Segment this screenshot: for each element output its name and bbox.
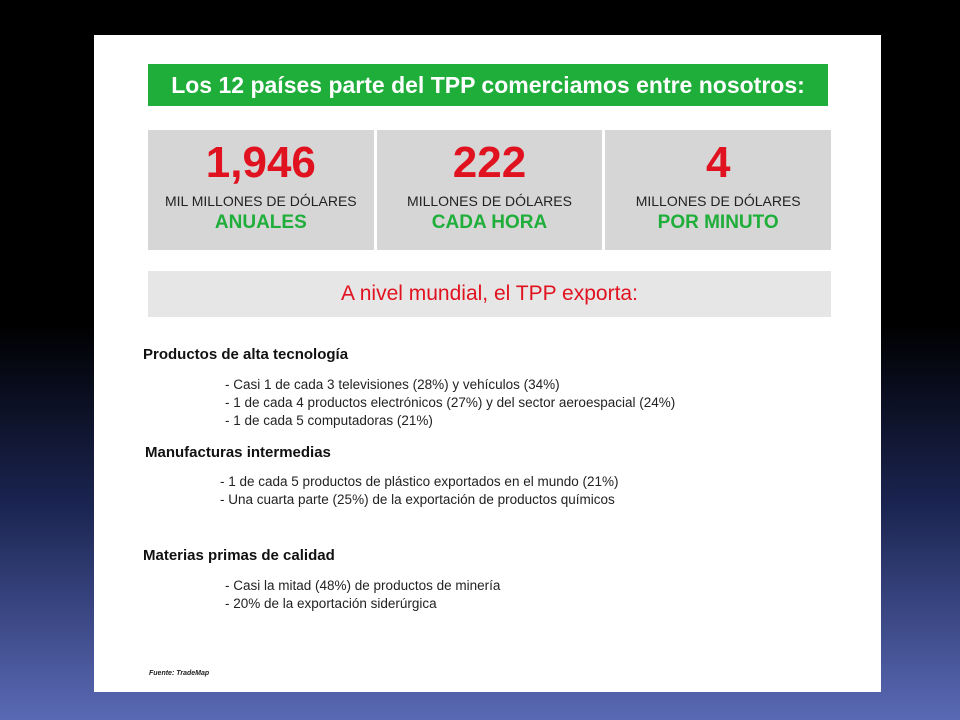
stat-value: 1,946 <box>205 138 316 187</box>
list-item: - Casi 1 de cada 3 televisiones (28%) y vehículos (34%) <box>225 377 560 392</box>
section-title-high-tech: Productos de alta tecnología <box>143 346 349 363</box>
export-subtitle: A nivel mundial, el TPP exporta: <box>148 271 831 317</box>
stat-unit: MILLONES DE DÓLARES <box>635 193 801 209</box>
list-item: - 1 de cada 4 productos electrónicos (27%) y del sector aeroespacial (24%) <box>225 395 676 410</box>
stat-frequency: ANUALES <box>214 212 307 233</box>
list-item: - 1 de cada 5 productos de plástico exportados en el mundo (21%) <box>220 474 619 489</box>
list-item: - Una cuarta parte (25%) de la exportación de productos químicos <box>220 492 615 507</box>
stat-frequency: POR MINUTO <box>657 212 779 233</box>
stat-value: 222 <box>452 138 527 187</box>
bullet-list-raw-materials <box>225 577 500 613</box>
stat-unit: MIL MILLONES DE DÓLARES <box>165 193 357 209</box>
bullet-list-intermediate <box>220 473 619 509</box>
slide <box>94 35 881 692</box>
stat-unit: MILLONES DE DÓLARES <box>407 193 572 209</box>
bullet-list-high-tech <box>225 376 675 430</box>
section-title-intermediate: Manufacturas intermedias <box>145 444 331 461</box>
stat-per-minute <box>605 130 831 250</box>
stat-value: 4 <box>705 138 731 187</box>
section-title-raw-materials: Materias primas de calidad <box>143 547 335 564</box>
list-item: - Casi la mitad (48%) de productos de minería <box>225 578 501 593</box>
title-banner: Los 12 países parte del TPP comerciamos entre nosotros: <box>148 64 828 106</box>
stat-annual <box>148 130 374 250</box>
stat-hourly <box>377 130 603 250</box>
stat-frequency: CADA HORA <box>431 212 548 233</box>
list-item: - 1 de cada 5 computadoras (21%) <box>225 413 433 428</box>
source-note: Fuente: TradeMap <box>149 670 210 677</box>
stats-row <box>148 130 831 250</box>
list-item: - 20% de la exportación siderúrgica <box>225 596 437 611</box>
